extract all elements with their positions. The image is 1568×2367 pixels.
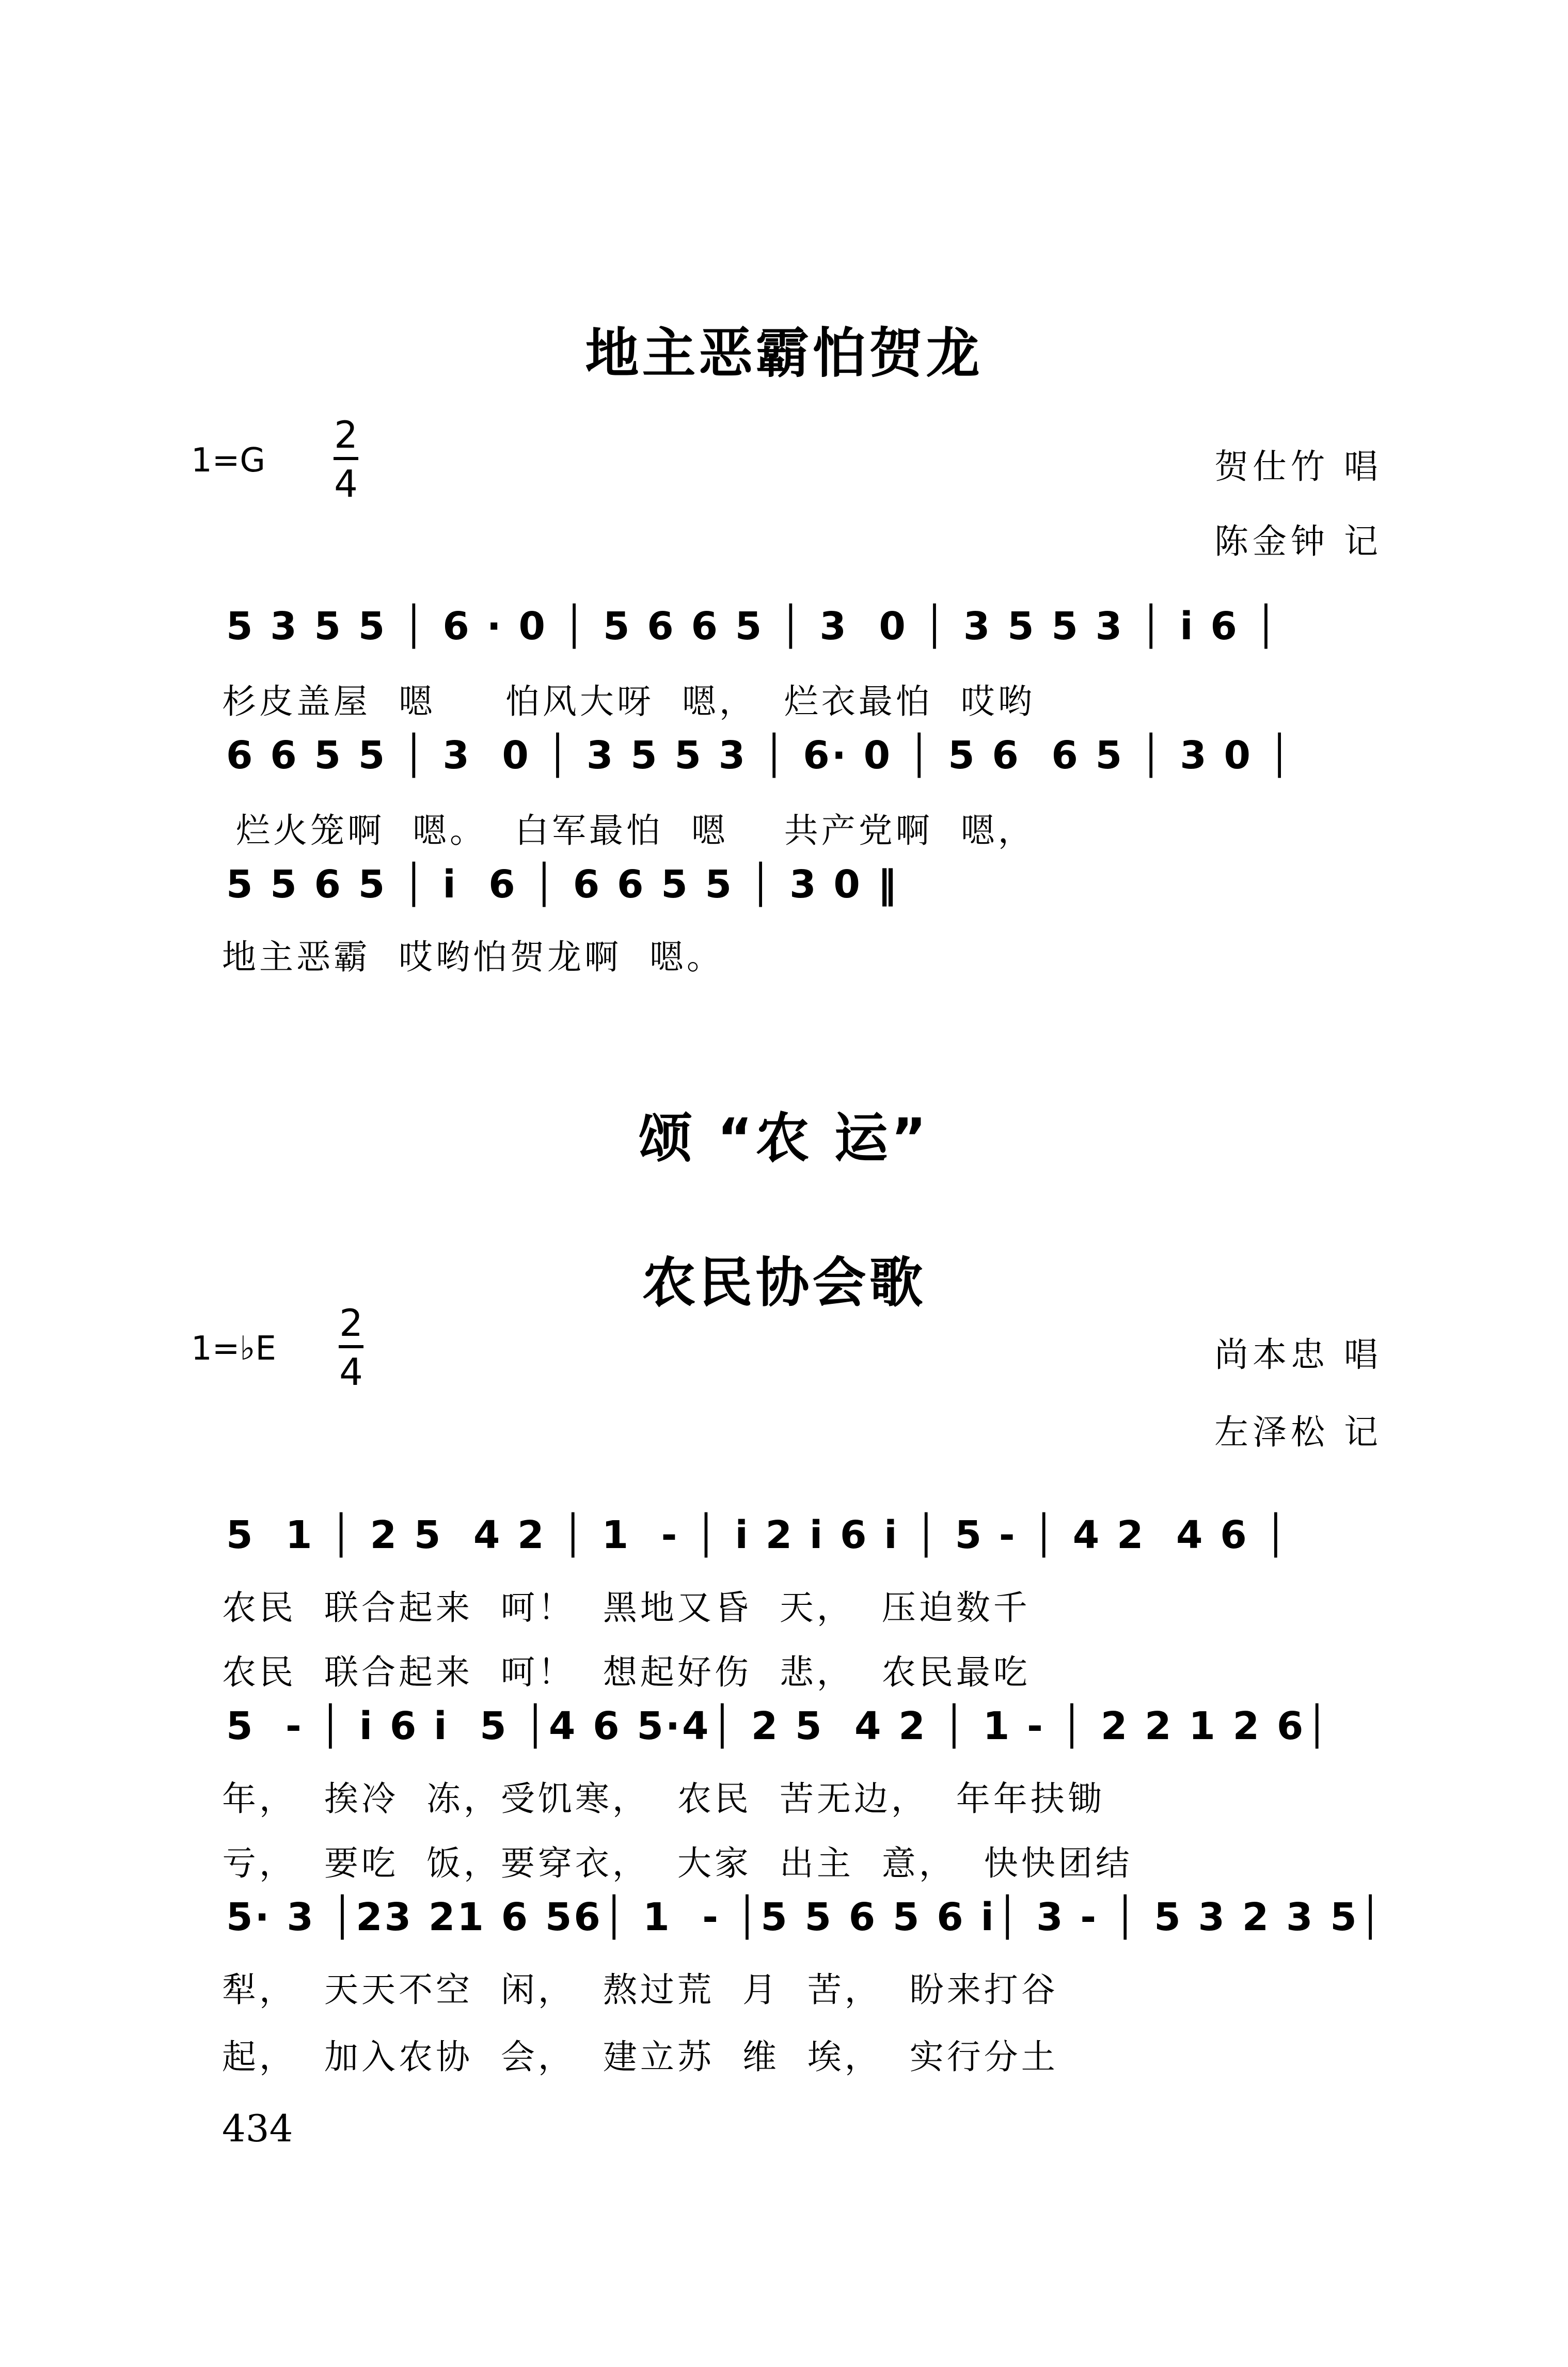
song2-lyrics-a-line1: 农民 联合起来 呵！ 黑地又昏 天， 压迫数千 (222, 1588, 1031, 1628)
song1-notes-line1: 5 3 5 5 │ 6 · 0 │ 5 6 6 5 │ 3 0 │ 3 5 5 3 │ i 6 │ (226, 604, 1280, 649)
song1-lyrics-line1: 杉皮盖屋 嗯 怕风大呀 嗯， 烂衣最怕 哎哟 (222, 682, 1035, 721)
song1-time-bottom: 4 (334, 462, 358, 506)
song2-lyrics-a-line2: 年， 挨冷 冻，受饥寒， 农民 苦无边， 年年扶锄 (222, 1779, 1105, 1819)
song2-time-bottom: 4 (339, 1350, 363, 1394)
song1-lyrics-line2: 烂火笼啊 嗯。 白军最怕 嗯 共产党啊 嗯， (222, 811, 1035, 850)
song2-recorder: 左泽松 记 (1214, 1412, 1382, 1452)
song2-singer: 尚本忠 唱 (1214, 1335, 1382, 1375)
section-title: 颂 “农 运” (638, 1107, 930, 1170)
song1-singer: 贺仕竹 唱 (1214, 447, 1382, 486)
song2-time-line (339, 1345, 363, 1348)
song2-lyrics-a-line3: 犁， 天天不空 闲， 熬过荒 月 苦， 盼来打谷 (222, 1970, 1058, 2010)
song2-notes-line1: 5 1 │ 2 5 4 2 │ 1 - │ i 2 i 6 i │ 5 - │ 4 2 4 6 │ (226, 1513, 1290, 1557)
song1-notes-line2: 6 6 5 5 │ 3 0 │ 3 5 5 3 │ 6· 0 │ 5 6 6 5 │ 3 0 │ (226, 733, 1293, 778)
song1-recorder: 陈金钟 记 (1214, 522, 1382, 561)
song2-lyrics-b-line1: 农民 联合起来 呵！ 想起好伤 悲， 农民最吃 (222, 1652, 1031, 1692)
song2-notes-line2: 5 - │ i 6 i 5 │4 6 5·4│ 2 5 4 2 │ 1 - │ 2 2 1 2 6│ (226, 1704, 1331, 1748)
song1-lyrics-line3: 地主恶霸 哎哟怕贺龙啊 嗯。 (222, 937, 724, 977)
song1-notes-line3: 5 5 6 5 │ i 6 │ 6 6 5 5 │ 3 0 ‖ (226, 862, 899, 907)
page-number: 434 (222, 2107, 293, 2150)
song2-notes-line3: 5· 3 │23 21 6 56│ 1 - │5 5 6 5 6 i│ 3 - │ 5 3 2 3 5│ (226, 1895, 1384, 1939)
song2-lyrics-b-line2: 亏， 要吃 饭，要穿衣， 大家 出主 意， 快快团结 (222, 1843, 1133, 1883)
song1-title: 地主恶霸怕贺龙 (585, 322, 983, 385)
song1-time-line (334, 457, 358, 460)
song2-lyrics-b-line3: 起， 加入农协 会， 建立苏 维 埃， 实行分土 (222, 2037, 1058, 2077)
song2-title: 农民协会歌 (642, 1251, 926, 1314)
song1-time-top: 2 (334, 413, 358, 456)
song2-key: 1=♭E (191, 1330, 276, 1368)
song2-time-top: 2 (339, 1301, 363, 1345)
song1-key: 1=G (191, 441, 265, 480)
